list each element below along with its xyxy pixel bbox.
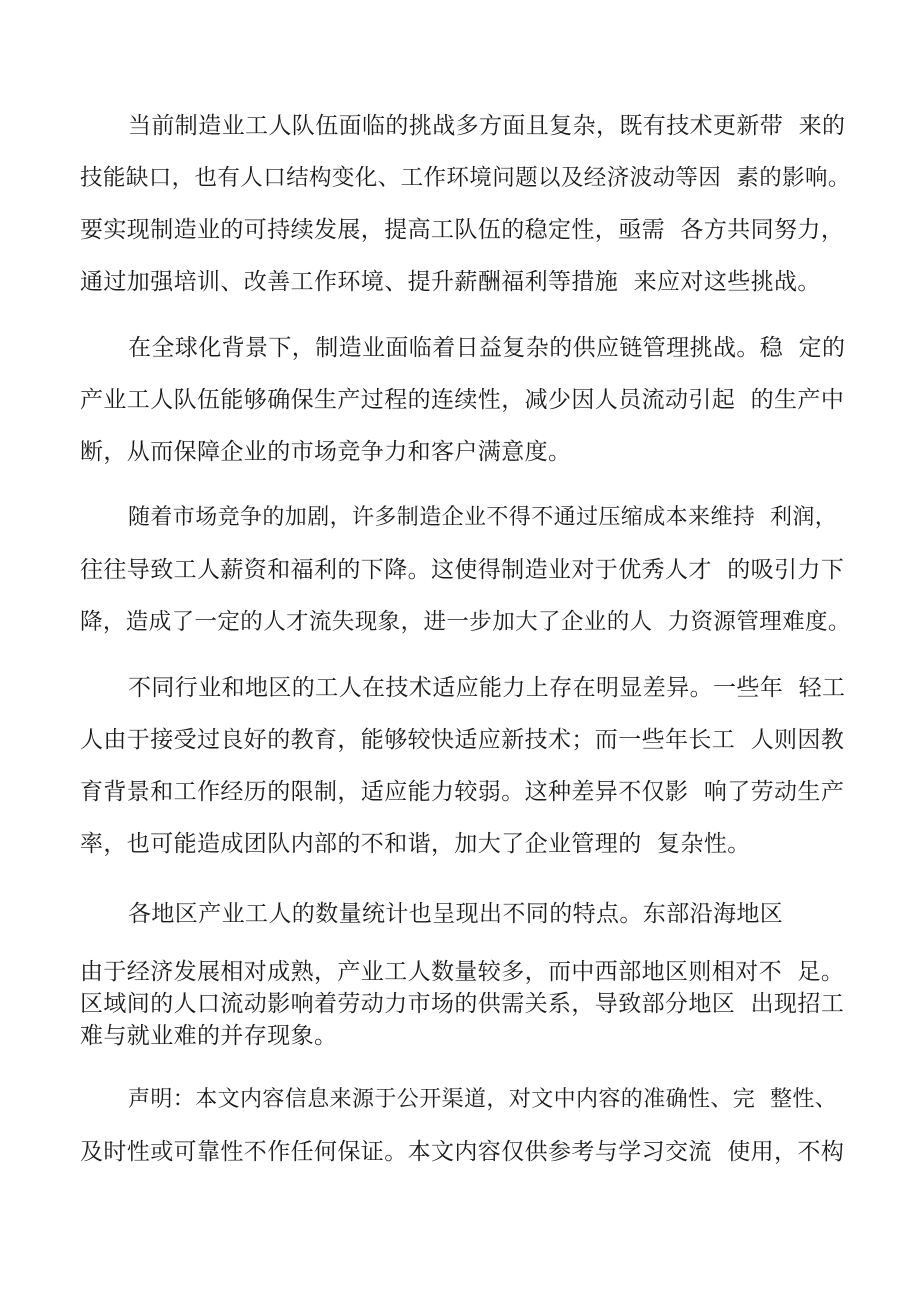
- paragraph-4-line-1: 不同行业和地区的工人在技术适应能力上存在明显差异。一些年 轻工: [128, 675, 846, 701]
- paragraph-2-line-1: 在全球化背景下，制造业面临着日益复杂的供应链管理挑战。稳 定的: [128, 335, 846, 361]
- paragraph-1-line-2: 技能缺口，也有人口结构变化、工作环境问题以及经济波动等因 素的影响。: [80, 165, 851, 191]
- paragraph-5-line-4: 难与就业难的并存现象。: [80, 1023, 338, 1049]
- paragraph-5-line-2: 由于经济发展相对成熟，产业工人数量较多，而中西部地区则相对不 足。: [80, 959, 845, 985]
- paragraph-6-line-1: 声明：本文内容信息来源于公开渠道，对文中内容的准确性、完 整性、: [128, 1087, 838, 1112]
- paragraph-6-line-2: 及时性或可靠性不作任何保证。本文内容仅供参考与学习交流 使用，不构: [80, 1139, 845, 1165]
- paragraph-4-line-4: 率，也可能造成团队内部的不和谐，加大了企业管理的 复杂性。: [80, 831, 751, 857]
- paragraph-1-line-1: 当前制造业工人队伍面临的挑战多方面且复杂，既有技术更新带 来的: [128, 113, 846, 139]
- paragraph-1-line-3: 要实现制造业的可持续发展，提高工队伍的稳定性，亟需 各方共同努力，: [80, 217, 845, 243]
- paragraph-5-line-3: 区域间的人口流动影响着劳动力市场的供需关系，导致部分地区 出现招工: [80, 991, 845, 1017]
- paragraph-4-line-3: 育背景和工作经历的限制，适应能力较弱。这种差异不仅影 响了劳动生产: [80, 779, 845, 805]
- paragraph-1-line-4: 通过加强培训、改善工作环境、提升薪酬福利等措施 来应对这些挑战。: [80, 269, 821, 295]
- paragraph-3-line-3: 降，造成了一定的人才流失现象，进一步加大了企业的人 力资源管理难度。: [80, 609, 851, 635]
- paragraph-2-line-3: 断，从而保障企业的市场竞争力和客户满意度。: [80, 439, 572, 465]
- paragraph-2-line-2: 产业工人队伍能够确保生产过程的连续性，减少因人员流动引起 的生产中: [80, 387, 845, 413]
- paragraph-5-line-1: 各地区产业工人的数量统计也呈现出不同的特点。东部沿海地区: [128, 901, 784, 927]
- paragraph-4-line-2: 人由于接受过良好的教育，能够较快适应新技术；而一些年长工 人则因教: [80, 727, 845, 753]
- paragraph-3-line-2: 往往导致工人薪资和福利的下降。这使得制造业对于优秀人才 的吸引力下: [80, 557, 845, 583]
- paragraph-3-line-1: 随着市场竞争的加剧，许多制造企业不得不通过压缩成本来维持 利润，: [128, 505, 838, 530]
